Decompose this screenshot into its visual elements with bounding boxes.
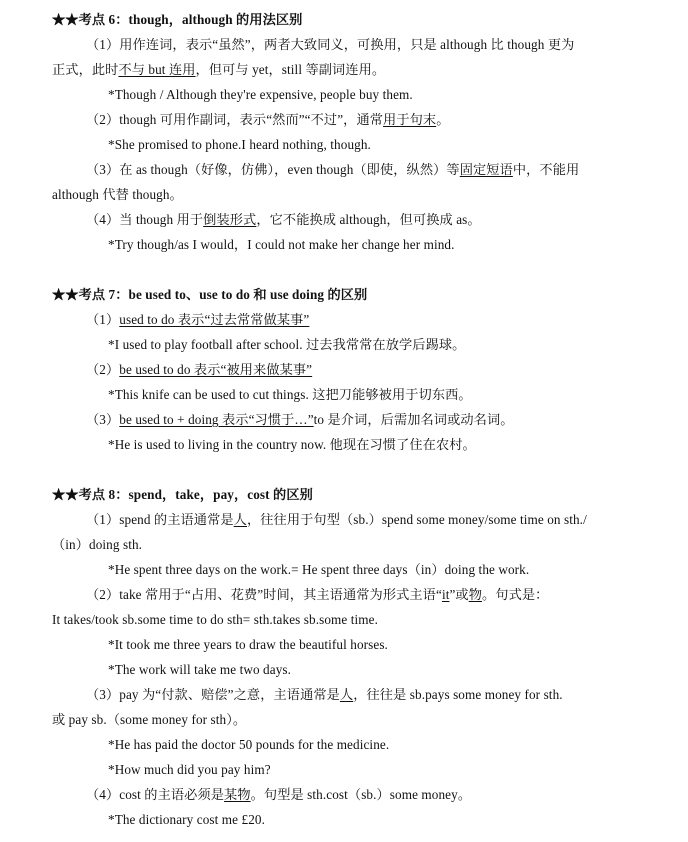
paragraph-6-1: （1）用作连词，表示“虽然”，两者大致同义，可换用，只是 although 比 though 更为 [86,37,575,52]
paragraph-8-2-cont: It takes/took sb.some time to do sth= sth.takes sb.some time. [52,612,378,627]
example-sentence: *How much did you pay him? [108,762,271,777]
section-heading-6: ★★考点 6：though，although 的用法区别 [52,12,303,27]
section-heading-8: ★★考点 8：spend，take，pay，cost 的区别 [52,487,313,502]
section-heading-7: ★★考点 7：be used to、use to do 和 use doing 的区别 [52,287,368,302]
underlined-phrase: used to do 表示“过去常常做某事” [119,312,310,327]
example-sentence: *He spent three days on the work.= He spent three days（in）doing the work. [108,562,530,577]
underlined-phrase: 人 [233,512,247,527]
underlined-phrase: be used to + doing 表示“习惯于…” [119,412,314,427]
example-sentence: *The work will take me two days. [108,662,292,677]
paragraph-8-3-cont: 或 pay sb.（some money for sth）。 [52,712,247,727]
underlined-phrase: 用于句末 [383,112,437,127]
paragraph-6-4: （4）当 though 用于倒装形式，它不能换成 although，但可换成 as。 [86,212,481,227]
paragraph-8-3: （3）pay 为“付款、赔偿”之意，主语通常是人，往往是 sb.pays some money for sth. [86,687,563,702]
underlined-phrase: 物 [468,587,483,602]
example-sentence: *I used to play football after school. 过去我常常在放学后踢球。 [108,337,466,352]
underlined-phrase: be used to do 表示“被用来做某事” [119,362,313,377]
paragraph-6-3-cont: although 代替 though。 [52,187,183,202]
underlined-phrase: 人 [339,687,354,702]
underlined-phrase: 固定短语 [459,162,513,177]
underlined-phrase: 某物 [224,787,251,802]
paragraph-7-2: （2）be used to do 表示“被用来做某事” [86,362,313,377]
example-sentence: *This knife can be used to cut things. 这把刀能够被用于切东西。 [108,387,472,402]
example-sentence: *Try though/as I would，I could not make her change her mind. [108,237,455,252]
example-sentence: *He is used to living in the country now. 他现在习惯了住在农村。 [108,437,476,452]
paragraph-6-2: （2）though 可用作副词，表示“然而”“不过”，通常用于句末。 [86,112,450,127]
paragraph-6-1-cont: 正式，此时不与 but 连用，但可与 yet，still 等副词连用。 [52,62,386,77]
paragraph-8-4: （4）cost 的主语必须是某物。句型是 sth.cost（sb.）some money。 [86,787,472,802]
paragraph-8-2: （2）take 常用于“占用、花费”时间，其主语通常为形式主语“it”或物。句式是： [86,587,549,602]
example-sentence: *Though / Although they're expensive, people buy them. [108,87,413,102]
example-sentence: *She promised to phone.I heard nothing, though. [108,137,371,152]
underlined-phrase: 倒装形式 [203,212,257,227]
underlined-phrase: 不与 but 连用 [118,62,196,77]
paragraph-8-1-cont: （in）doing sth. [52,537,143,552]
paragraph-8-1: （1）spend 的主语通常是人，往往用于句型（sb.）spend some money/some time on sth./ [86,512,587,527]
paragraph-7-3: （3）be used to + doing 表示“习惯于…”to 是介词，后需加名词或动名词。 [86,412,514,427]
example-sentence: *He has paid the doctor 50 pounds for the medicine. [108,737,390,752]
paragraph-6-3: （3）在 as though（好像，仿佛），even though（即使，纵然）等固定短语中，不能用 [86,162,580,177]
example-sentence: *The dictionary cost me £20. [108,812,265,827]
paragraph-7-1: （1）used to do 表示“过去常常做某事” [86,312,310,327]
example-sentence: *It took me three years to draw the beautiful horses. [108,637,388,652]
underlined-phrase: it [441,587,450,602]
